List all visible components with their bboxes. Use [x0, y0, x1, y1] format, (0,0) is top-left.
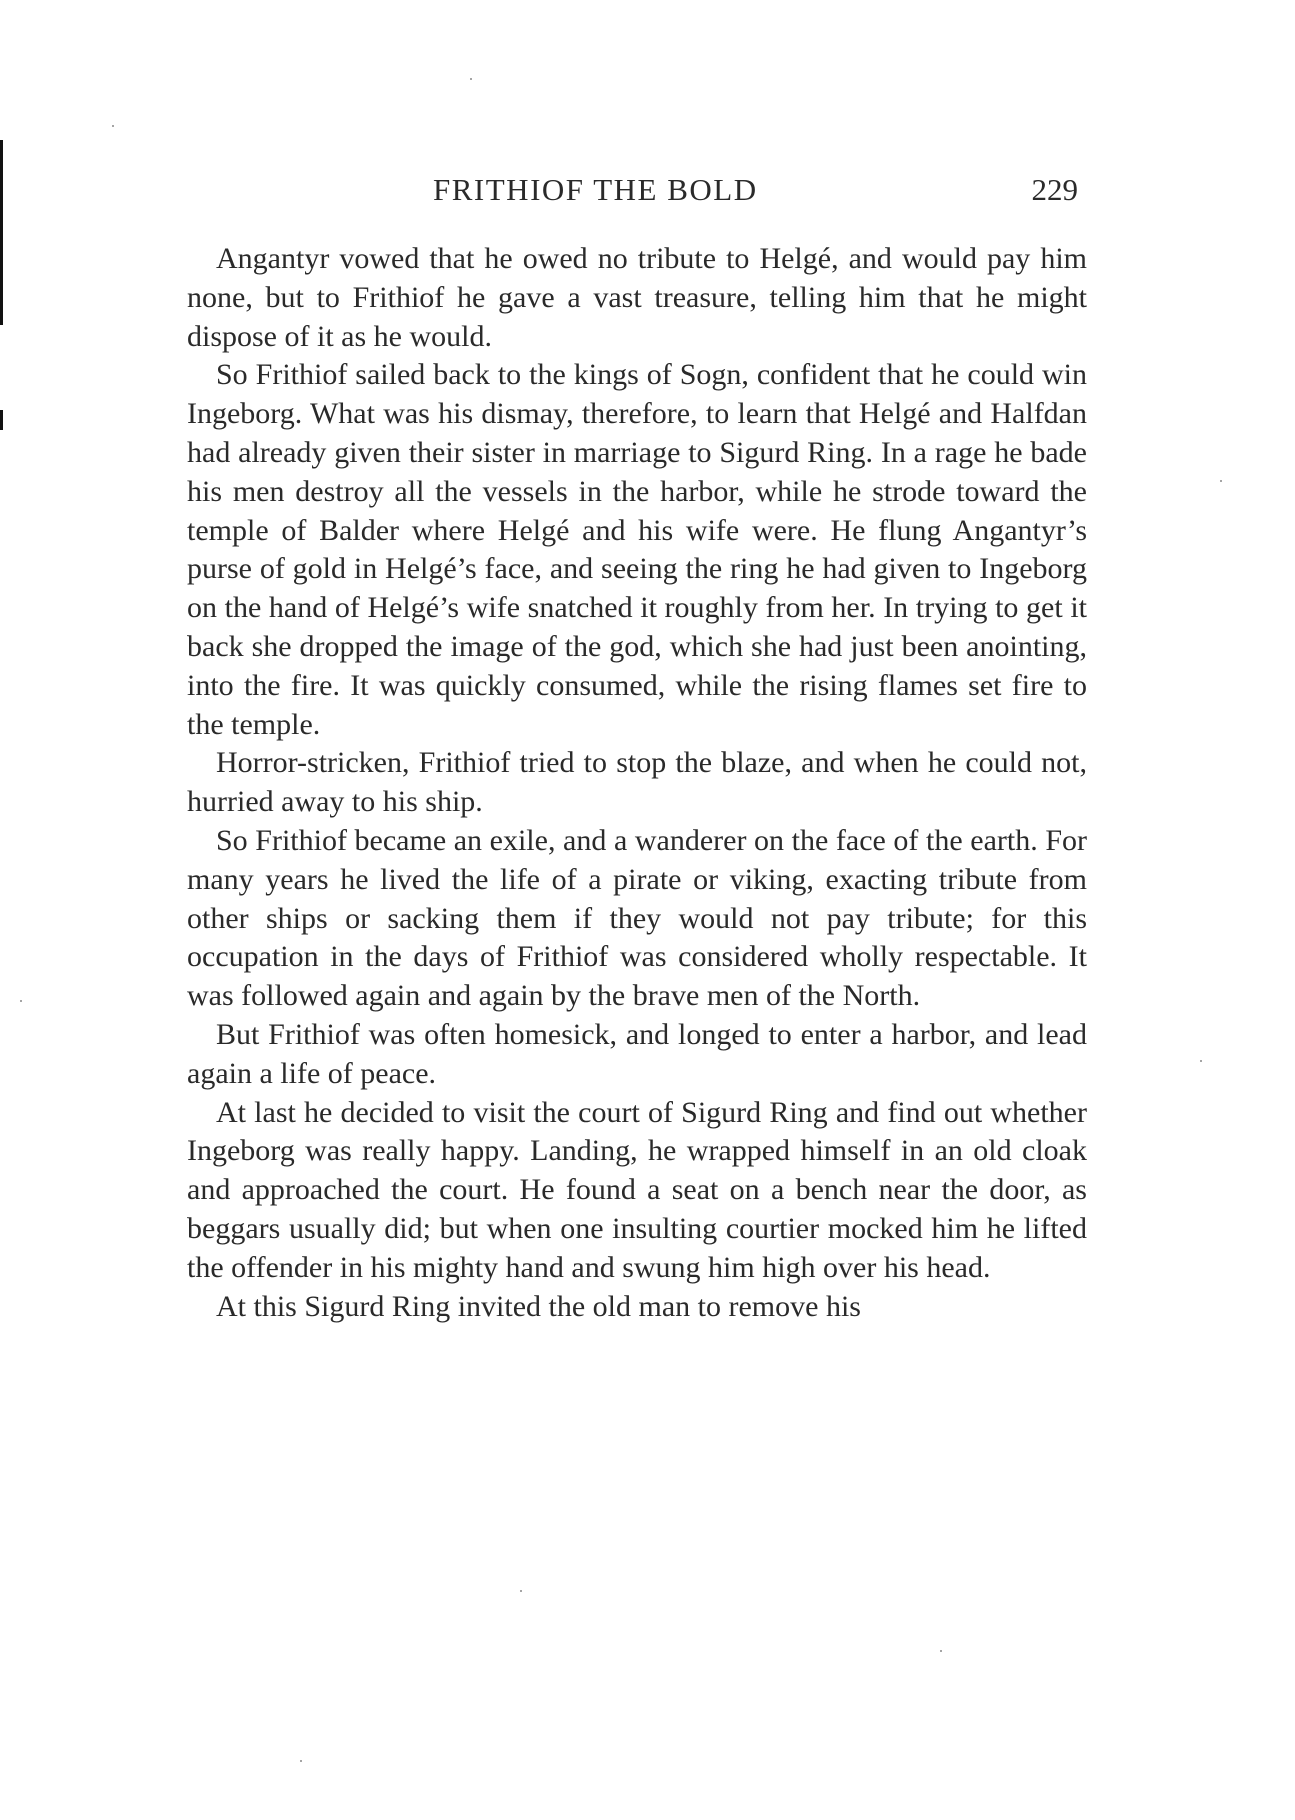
paragraph: At last he decided to visit the court of Sigurd Ring and find out whether Ingeborg was really happy. Landing, he wrapped himself in an old cloak and approached the court. He found a seat on a bench near the door, as beggars usually did; but when one insulting courtier mocked him he lifted the offender in his mighty hand and swung him high over his head. [187, 1095, 1087, 1284]
scan-edge-line [0, 140, 3, 325]
speck [300, 1760, 302, 1762]
paragraph: But Frithiof was often homesick, and longed to enter a harbor, and lead again a life of peace. [187, 1017, 1087, 1090]
speck [940, 1650, 942, 1652]
speck [20, 1000, 22, 1002]
speck [1200, 1060, 1202, 1062]
page-header [188, 172, 1088, 222]
body-text [187, 240, 1087, 1326]
scan-edge-mark [0, 410, 3, 430]
speck [470, 78, 472, 80]
speck [1220, 480, 1222, 482]
running-title: FRITHIOF THE BOLD [433, 172, 758, 207]
page-number: 229 [1031, 172, 1078, 207]
paragraph: At this Sigurd Ring invited the old man to remove his [216, 1289, 861, 1323]
speck [112, 125, 114, 127]
speck [520, 1590, 522, 1592]
paragraph: So Frithiof sailed back to the kings of Sogn, confident that he could win Ingeborg. What was his dismay, therefore, to learn that Helgé and Halfdan had already given their sister in marriage to Sigurd Ring. In a rage he bade his men destroy all the vessels in the harbor, while he strode toward the temple of Balder where Helgé and his wife were. He flung Angantyr’s purse of gold in Helgé’s face, and seeing the ring he had given to Ingeborg on the hand of Helgé’s wife snatched it roughly from her. In trying to get it back she dropped the image of the god, which she had just been anointing, into the fire. It was quickly consumed, while the rising flames set fire to the temple. [187, 358, 1087, 741]
paragraph: Horror-stricken, Frithiof tried to stop the blaze, and when he could not, hurried away to his ship. [187, 746, 1087, 819]
paragraph: So Frithiof became an exile, and a wanderer on the face of the earth. For many years he lived the life of a pirate or viking, exacting tribute from other ships or sacking them if they would not pay tribute; for this occupation in the days of Frithiof was considered wholly respectable. It was followed again and again by the brave men of the North. [187, 823, 1087, 1013]
paragraph: Angantyr vowed that he owed no tribute to Helgé, and would pay him none, but to Frithiof he gave a vast treasure, telling him that he might dispose of it as he would. [187, 242, 1087, 353]
